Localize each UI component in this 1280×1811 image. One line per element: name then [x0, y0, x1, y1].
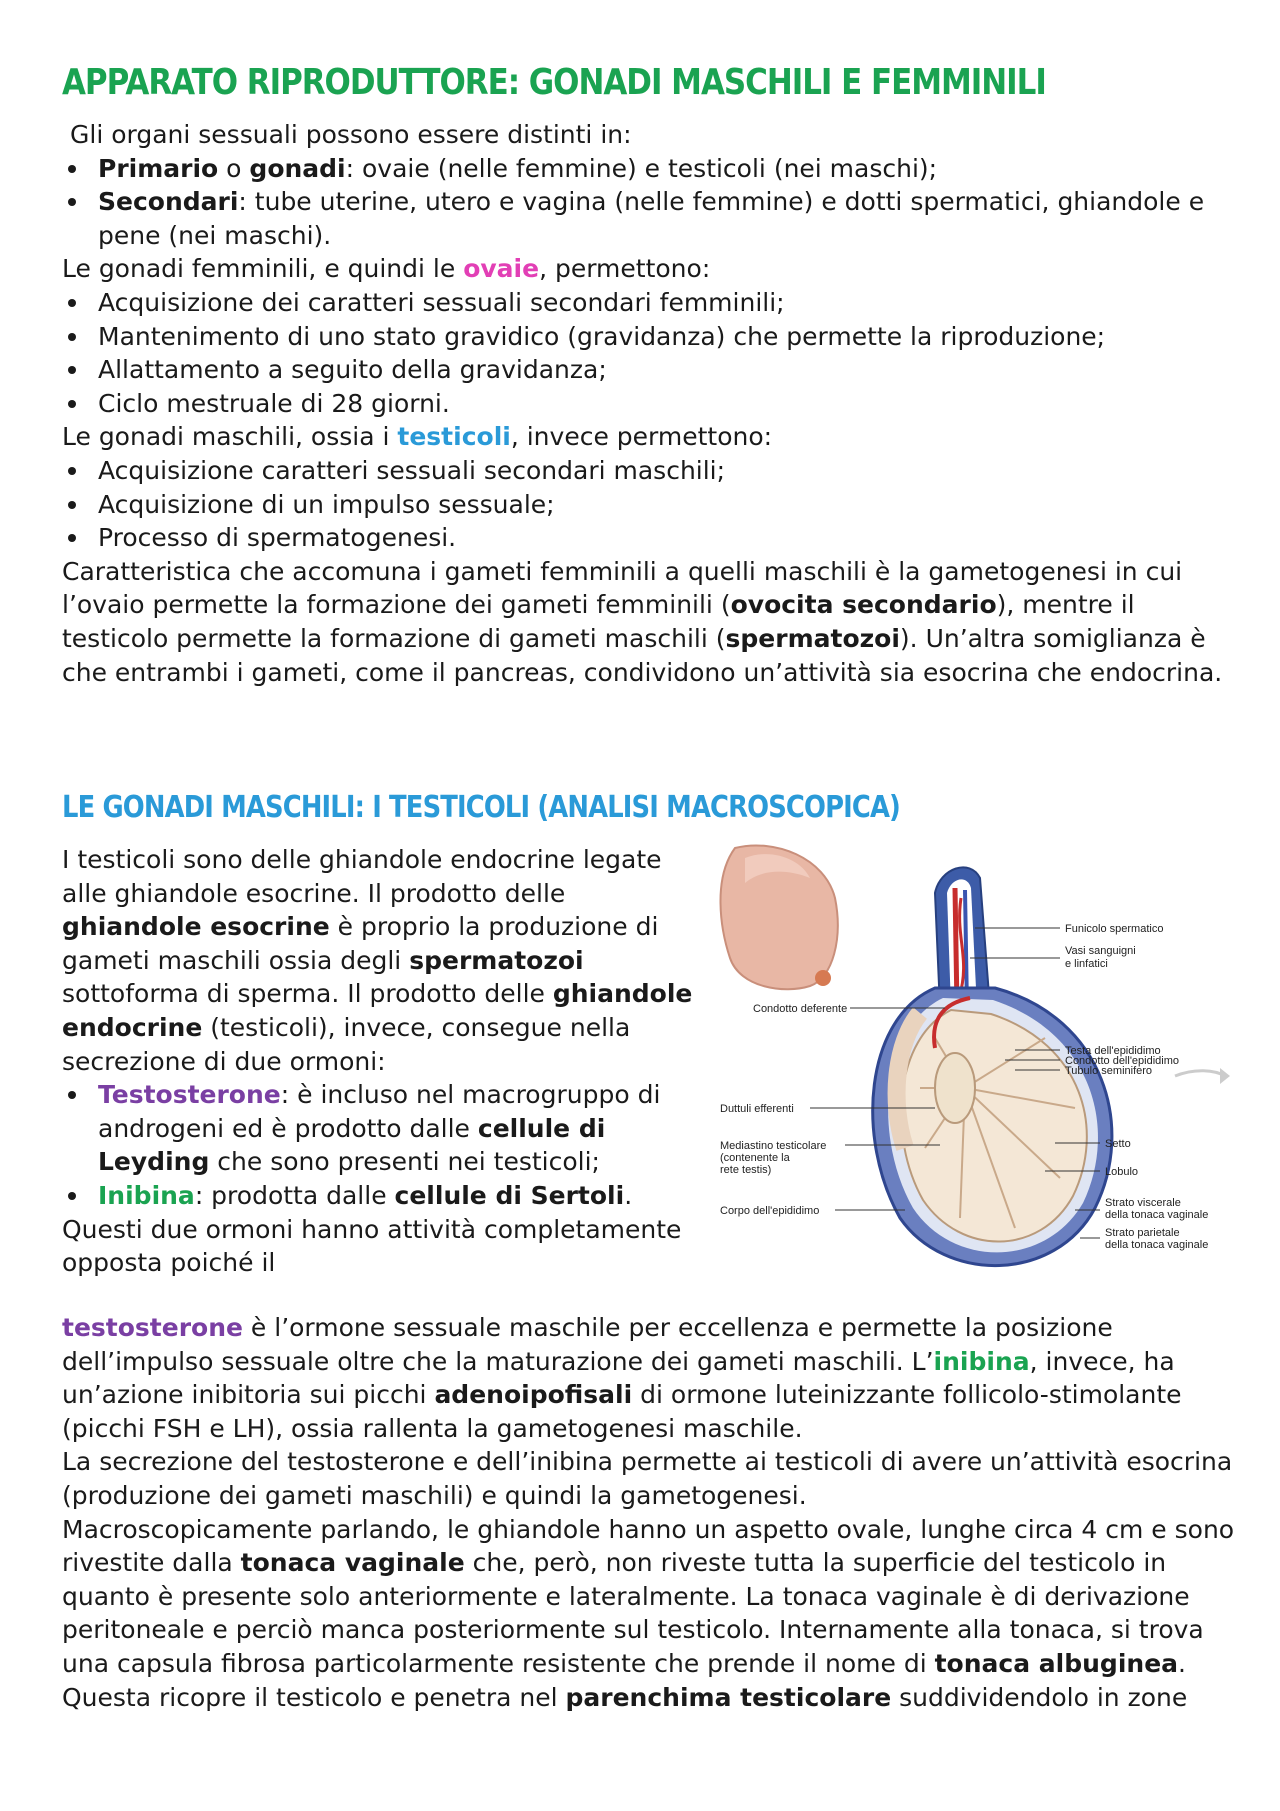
- list-item: Ciclo mestruale di 28 giorni.: [62, 387, 1240, 421]
- list-item: Acquisizione di un impulso sessuale;: [62, 488, 1240, 522]
- list-item: Secondari: tube uterine, utero e vagina (nelle femmine) e dotti spermatici, ghiandole e pene (nei maschi).: [62, 185, 1240, 252]
- scrotum-external-view: [720, 845, 837, 989]
- list-item: Inibina: prodotta dalle cellule di Sertoli.: [62, 1179, 702, 1213]
- hormones-opposite-text: Questi due ormoni hanno attività completamente opposta poiché il: [62, 1214, 682, 1278]
- intro-text: Gli organi sessuali possono essere distinti in:: [70, 120, 632, 149]
- label-duttuli: Duttuli efferenti: [720, 1103, 794, 1115]
- label-funicolo: Funicolo spermatico: [1065, 923, 1164, 935]
- label-lobulo: Lobulo: [1105, 1166, 1139, 1178]
- male-functions-list: [62, 454, 1240, 555]
- list-item: Allattamento a seguito della gravidanza;: [62, 353, 1240, 387]
- organ-list: [62, 152, 1240, 253]
- testicle-anatomy-figure: [715, 838, 1230, 1278]
- secretion-paragraph: La secrezione del testosterone e dell’inibina permette ai testicoli di avere un’attività esocrina (produzione dei gameti maschili) e quindi la gametogenesi.: [62, 1447, 1233, 1510]
- hormones-list: [62, 1078, 702, 1212]
- list-item: Processo di spermatogenesi.: [62, 521, 1240, 555]
- label-tubulo: Tubulo seminifero: [1065, 1065, 1153, 1077]
- list-item: Mantenimento di uno stato gravidico (gravidanza) che permette la riproduzione;: [62, 320, 1240, 354]
- label-mediastino-2: (contenente la: [720, 1152, 790, 1164]
- female-functions-list: [62, 286, 1240, 420]
- label-vasi: Vasi sanguigni: [1065, 945, 1136, 957]
- section1-body: [62, 118, 1240, 689]
- list-item: Acquisizione dei caratteri sessuali secondari femminili;: [62, 286, 1240, 320]
- label-setto: Setto: [1105, 1138, 1131, 1150]
- label-corpo-epididimo: Corpo dell'epididimo: [720, 1205, 820, 1217]
- list-item: Testosterone: è incluso nel macrogruppo di androgeni ed è prodotto dalle cellule di Leyding che sono presenti nei testicoli;: [62, 1078, 702, 1179]
- common-features-paragraph: Caratteristica che accomuna i gameti femminili a quelli maschili è la gametogenesi in cui l’ovaio permette la formazione dei gameti femminili (ovocita secondario), mentre il testicolo permette la formazione di gameti maschili (spermatozoi). Un’altra somiglianza è che entrambi i gameti, come il pancreas, condividono un’attività sia esocrina che endocrina.: [62, 556, 1223, 687]
- label-viscerale: Strato viscerale: [1105, 1197, 1181, 1209]
- female-gonads-text: Le gonadi femminili, e quindi le ovaie, permettono:: [62, 254, 711, 284]
- label-mediastino-3: rete testis): [720, 1164, 772, 1176]
- label-vasi-2: e linfatici: [1065, 958, 1108, 970]
- label-testa-epididimo: Testa dell'epididimo: [1065, 1045, 1161, 1057]
- label-condotto-epididimo: Condotto dell'epididimo: [1065, 1055, 1180, 1067]
- label-parietale-2: della tonaca vaginale: [1105, 1239, 1209, 1251]
- male-gonads-text: Le gonadi maschili, ossia i testicoli, invece permettono:: [62, 422, 773, 452]
- section-title-reproductive-system: APPARATO RIPRODUTTORE: GONADI MASCHILI E FEMMINILI: [62, 62, 1046, 103]
- testicle-section: [873, 988, 1112, 1266]
- testicles-intro-paragraph: I testicoli sono delle ghiandole endocrine legate alle ghiandole esocrine. Il prodotto delle ghiandole esocrine è proprio la produzione di gameti maschili ossia degli spermatozoi sottoforma di sperma. Il prodotto delle ghiandole endocrine (testicoli), invece, consegue nella secrezione di due ormoni:: [62, 845, 693, 1076]
- section2-full-width: [62, 1311, 1240, 1714]
- testicle-diagram: [715, 838, 1230, 1278]
- section-title-testicles: LE GONADI MASCHILI: I TESTICOLI (ANALISI MACROSCOPICA): [62, 790, 900, 825]
- label-condotto-deferente: Condotto deferente: [753, 1003, 848, 1015]
- section2-left-column: [62, 843, 702, 1280]
- macroscopic-paragraph: Macroscopicamente parlando, le ghiandole hanno un aspetto ovale, lunghe circa 4 cm e sono rivestite dalla tonaca vaginale che, però, non riveste tutta la superficie del testicolo in quanto è presente solo anteriormente e lateralmente. La tonaca vaginale è di derivazione peritoneale e perciò manca posteriormente sul testicolo. Internamente alla tonaca, si trova una capsula fibrosa particolarmente resistente che prende il nome di tonaca albuginea. Questa ricopre il testicolo e penetra nel parenchima testicolare suddividendolo in zone: [62, 1514, 1235, 1712]
- list-item: Acquisizione caratteri sessuali secondari maschili;: [62, 454, 1240, 488]
- label-parietale: Strato parietale: [1105, 1227, 1180, 1239]
- label-mediastino: Mediastino testicolare: [720, 1140, 827, 1152]
- label-viscerale-2: della tonaca vaginale: [1105, 1209, 1209, 1221]
- list-item: Primario o gonadi: ovaie (nelle femmine) e testicoli (nei maschi);: [62, 152, 1240, 186]
- hormones-paragraph: testosterone è l’ormone sessuale maschile per eccellenza e permette la posizione dell’impulso sessuale oltre che la maturazione dei gameti maschili. L’inibina, invece, ha un’azione inibitoria sui picchi adenoipofisali di ormone luteinizzante follicolo-stimolante (picchi FSH e LH), ossia rallenta la gametogenesi maschile.: [62, 1313, 1182, 1443]
